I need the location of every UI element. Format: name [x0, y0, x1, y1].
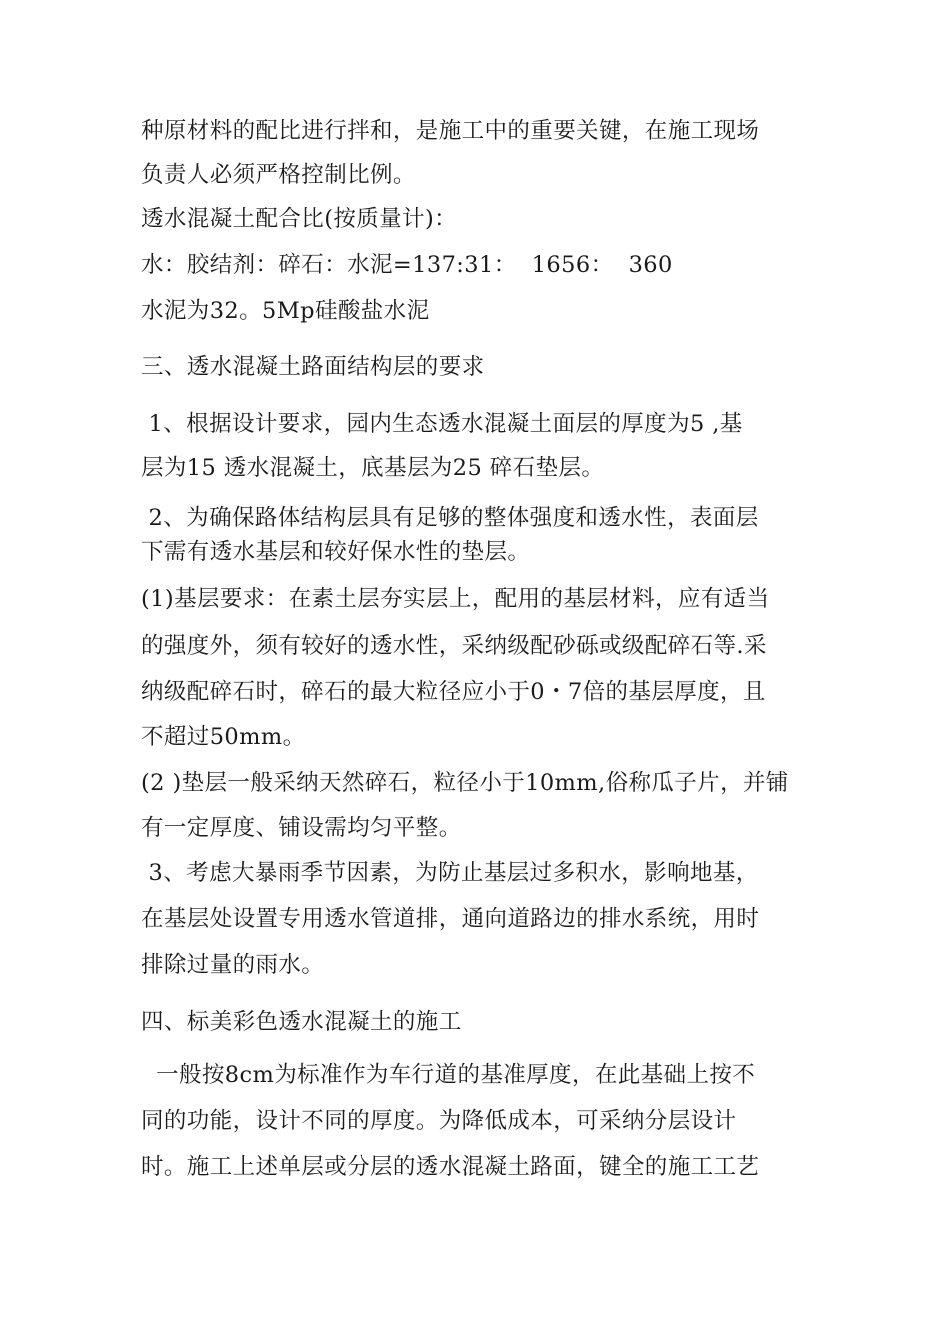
text-line: 2、为确保路体结构层具有足够的整体强度和透水性，表面层 [141, 505, 759, 531]
text-line: 纳级配碎石时，碎石的最大粒径应小于0・7倍的基层厚度，且 [141, 679, 766, 705]
text-line: 排除过量的雨水。 [141, 952, 325, 978]
text-line: 水泥为32。5Mp硅酸盐水泥 [141, 298, 430, 324]
text-line: 不超过50mm。 [141, 724, 306, 750]
text-line: (2 )垫层一般采纳天然碎石，粒径小于10mm,俗称瓜子片，并铺 [141, 770, 789, 796]
text-line: 种原材料的配比进行拌和，是施工中的重要关键，在施工现场 [141, 118, 760, 144]
text-line: 透水混凝土配合比(按质量计)： [141, 206, 458, 232]
text-line: 负责人必须严格控制比例。 [141, 162, 416, 188]
text-line: 一般按8cm为标准作为车行道的基准厚度，在此基础上按不 [141, 1062, 756, 1088]
section-heading: 三、透水混凝土路面结构层的要求 [141, 354, 485, 380]
text-line: 1、根据设计要求，园内生态透水混凝土面层的厚度为5 ,基 [141, 411, 743, 437]
text-line: 有一定厚度、铺设需均匀平整。 [141, 815, 462, 841]
text-line: 3、考虑大暴雨季节因素，为防止基层过多积水，影响地基， [141, 860, 759, 886]
text-line: 时。施工上述单层或分层的透水混凝土路面，键全的施工工艺 [141, 1154, 760, 1180]
text-line: (1)基层要求：在素土层夯实层上，配用的基层材料，应有适当 [141, 586, 770, 612]
text-line: 的强度外，须有较好的透水性，采纳级配砂砾或级配碎石等.采 [141, 633, 767, 659]
text-line: 水：胶结剂：碎石：水泥=137:31： 1656： 360 [141, 252, 673, 278]
text-line: 下需有透水基层和较好保水性的垫层。 [141, 539, 531, 565]
text-line: 同的功能，设计不同的厚度。为降低成本，可采纳分层设计 [141, 1108, 737, 1134]
text-line: 在基层处设置专用透水管道排，通向道路边的排水系统，用时 [141, 906, 760, 932]
section-heading: 四、标美彩色透水混凝土的施工 [141, 1009, 462, 1035]
text-line: 层为15 透水混凝土，底基层为25 碎石垫层。 [141, 455, 605, 481]
